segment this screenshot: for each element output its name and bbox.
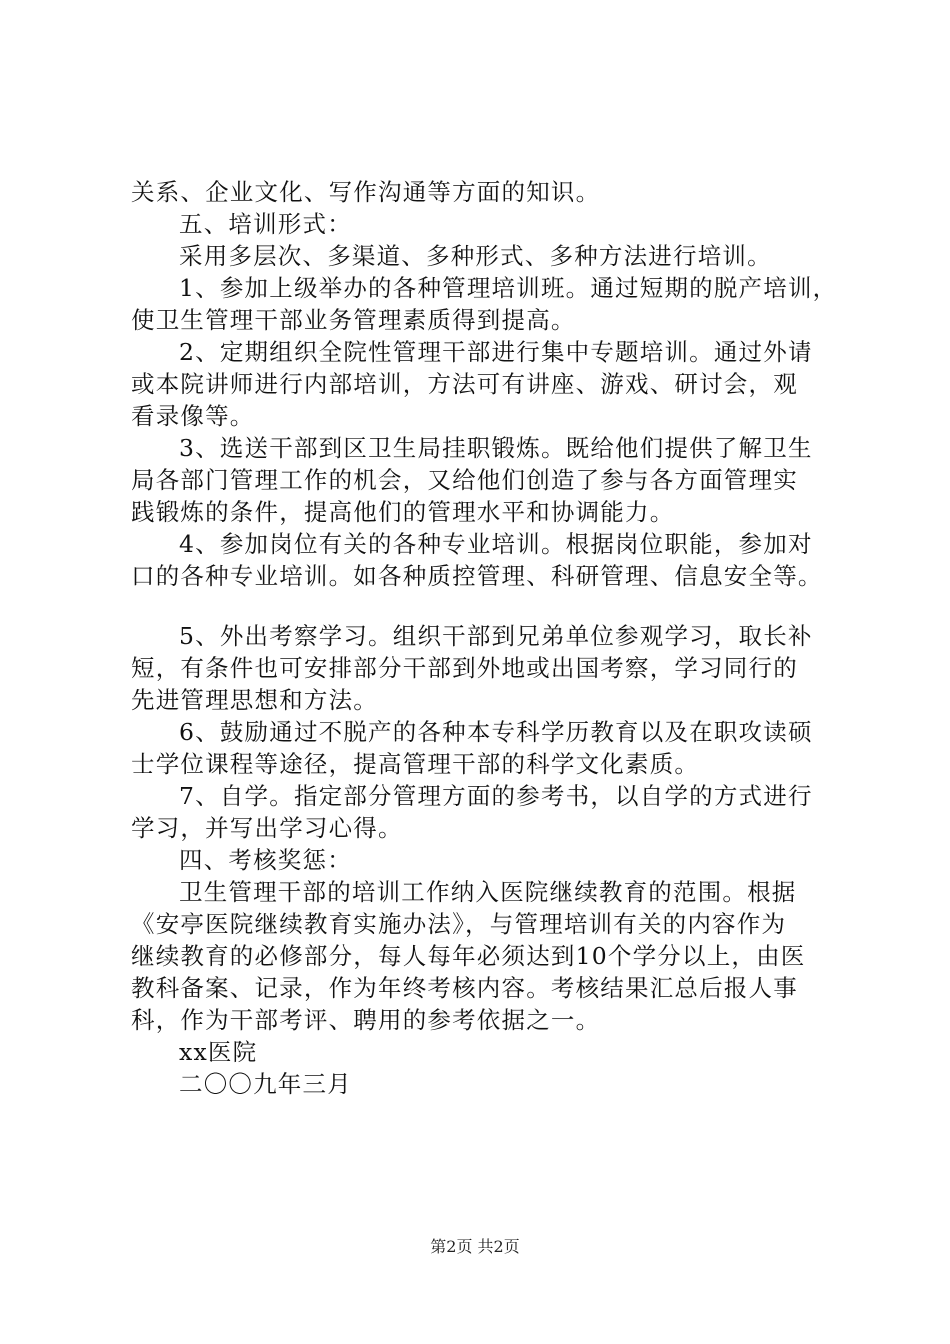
text-line: 卫生管理干部的培训工作纳入医院继续教育的范围。根据 — [179, 878, 797, 906]
section-heading: 四、考核奖惩： — [179, 846, 352, 874]
section-heading: 五、培训形式： — [179, 210, 352, 238]
text-line: 看录像等。 — [131, 402, 255, 430]
text-line: 5、外出考察学习。组织干部到兄弟单位参观学习，取长补 — [179, 622, 813, 650]
text-line: 关系、企业文化、写作沟通等方面的知识。 — [131, 178, 601, 206]
page-number-footer: 第2页 共2页 — [430, 1237, 520, 1256]
text-line: 士学位课程等途径，提高管理干部的科学文化素质。 — [131, 750, 700, 778]
text-line: 3、选送干部到区卫生局挂职锻炼。既给他们提供了解卫生 — [179, 434, 813, 462]
signature-date: 二〇〇九年三月 — [179, 1070, 352, 1098]
text-line: 或本院讲师进行内部培训，方法可有讲座、游戏、研讨会，观 — [131, 370, 798, 398]
text-line: 1、参加上级举办的各种管理培训班。通过短期的脱产培训， — [179, 274, 838, 302]
signature-organization: xx医院 — [179, 1038, 258, 1066]
text-line: 使卫生管理干部业务管理素质得到提高。 — [131, 306, 576, 334]
text-line: 《安亭医院继续教育实施办法》，与管理培训有关的内容作为 — [131, 910, 787, 938]
text-line: 先进管理思想和方法。 — [131, 686, 378, 714]
text-line: 教科备案、记录，作为年终考核内容。考核结果汇总后报人事 — [131, 974, 798, 1002]
text-line: 践锻炼的条件，提高他们的管理水平和协调能力。 — [131, 498, 675, 526]
text-line: 继续教育的必修部分，每人每年必须达到10个学分以上，由医 — [131, 942, 806, 970]
text-line: 4、参加岗位有关的各种专业培训。根据岗位职能，参加对 — [179, 530, 813, 558]
text-line: 短，有条件也可安排部分干部到外地或出国考察，学习同行的 — [131, 654, 798, 682]
text-line: 6、鼓励通过不脱产的各种本专科学历教育以及在职攻读硕 — [179, 718, 813, 746]
text-line: 2、定期组织全院性管理干部进行集中专题培训。通过外请 — [179, 338, 813, 366]
text-line: 口的各种专业培训。如各种质控管理、科研管理、信息安全等。 — [131, 562, 823, 590]
text-line: 学习，并写出学习心得。 — [131, 814, 403, 842]
text-line: 7、自学。指定部分管理方面的参考书，以自学的方式进行 — [179, 782, 813, 810]
text-line: 采用多层次、多渠道、多种形式、多种方法进行培训。 — [179, 242, 772, 270]
text-line: 局各部门管理工作的机会，又给他们创造了参与各方面管理实 — [131, 466, 798, 494]
text-line: 科，作为干部考评、聘用的参考依据之一。 — [131, 1006, 601, 1034]
